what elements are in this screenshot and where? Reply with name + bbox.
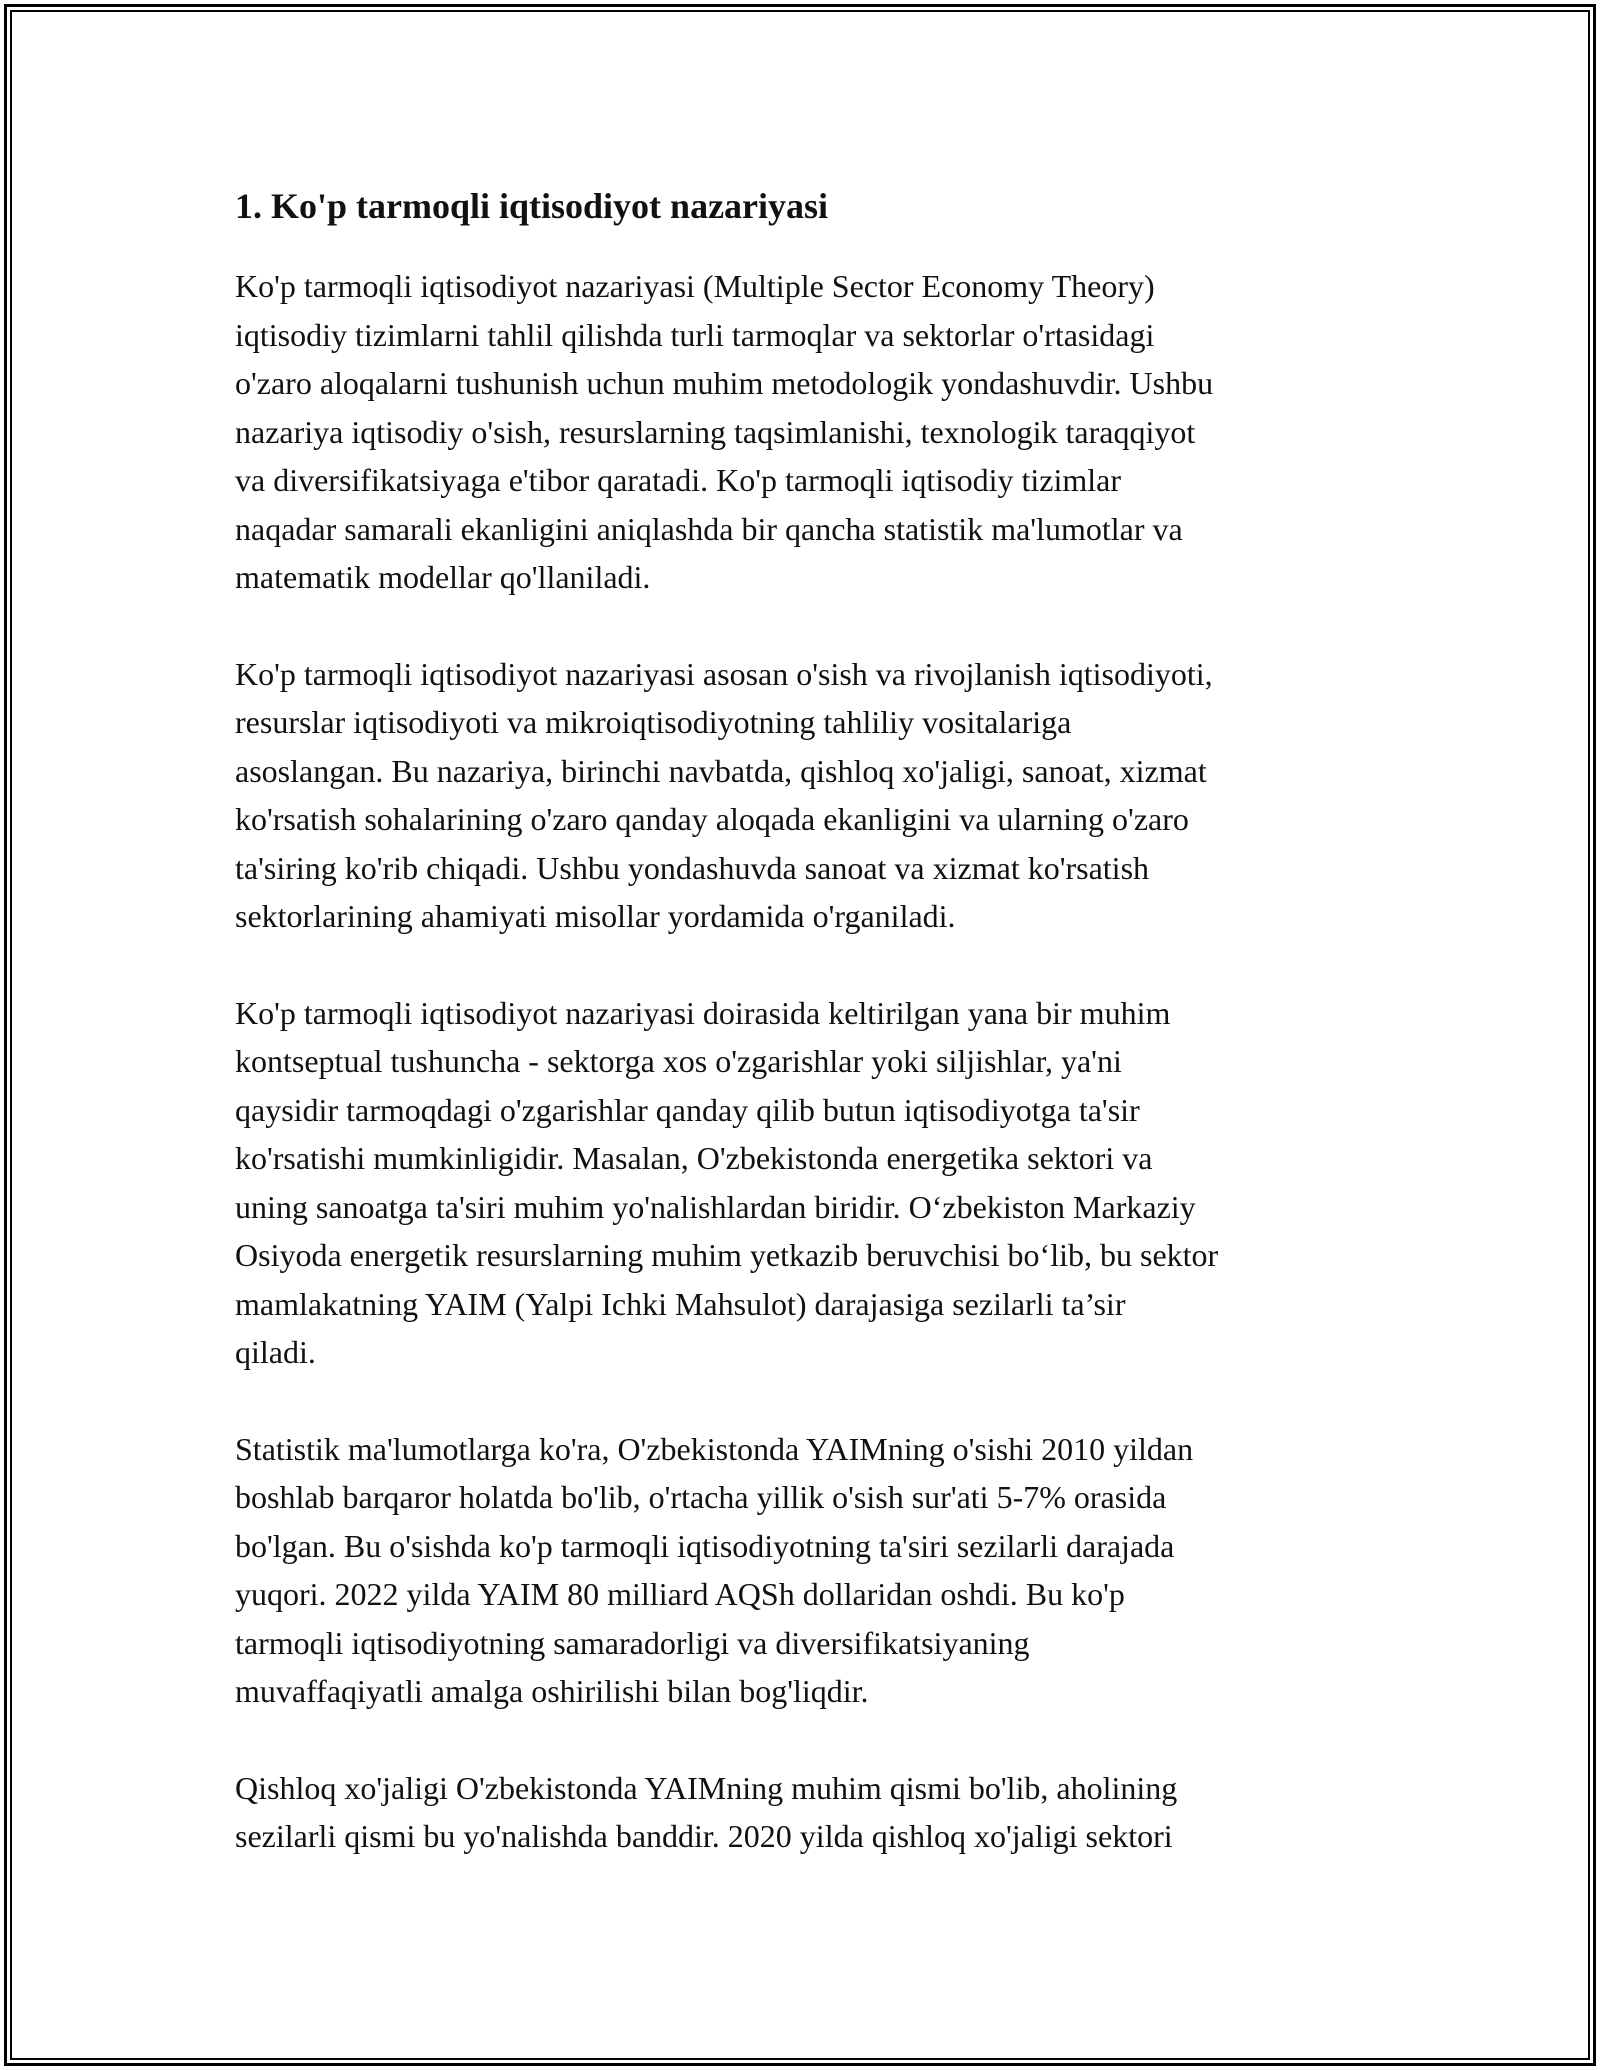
text-line: boshlab barqaror holatda bo'lib, o'rtacha yillik o'sish sur'ati 5-7% orasida: [235, 1479, 1167, 1516]
section-heading: 1. Ko'p tarmoqli iqtisodiyot nazariyasi: [235, 186, 829, 226]
text-line: Qishloq xo'jaligi O'zbekistonda YAIMning muhim qismi bo'lib, aholining: [235, 1769, 1178, 1806]
text-line: ta'siring ko'rib chiqadi. Ushbu yondashuvda sanoat va xizmat ko'rsatish: [235, 849, 1150, 886]
text-line: sektorlarining ahamiyati misollar yordamida o'rganiladi.: [235, 898, 956, 935]
text-line: kontseptual tushuncha - sektorga xos o'zgarishlar yoki siljishlar, ya'ni: [235, 1043, 1122, 1080]
text-line: va diversifikatsiyaga e'tibor qaratadi. Ko'p tarmoqli iqtisodiy tizimlar: [235, 462, 1121, 499]
text-line: mamlakatning YAIM (Yalpi Ichki Mahsulot) darajasiga sezilarli ta’sir: [235, 1285, 1126, 1322]
text-line: Ko'p tarmoqli iqtisodiyot nazariyasi doirasida keltirilgan yana bir muhim: [235, 994, 1171, 1031]
text-line: yuqori. 2022 yilda YAIM 80 milliard AQSh dollaridan oshdi. Bu ko'p: [235, 1576, 1125, 1613]
text-line: qaysidir tarmoqdagi o'zgarishlar qanday qilib butun iqtisodiyotga ta'sir: [235, 1091, 1140, 1128]
text-line: ko'rsatishi mumkinligidir. Masalan, O'zbekistonda energetika sektori va: [235, 1140, 1153, 1177]
paragraph-1: [235, 262, 1375, 602]
text-line: o'zaro aloqalarni tushunish uchun muhim metodologik yondashuvdir. Ushbu: [235, 365, 1214, 402]
text-line: Ko'p tarmoqli iqtisodiyot nazariyasi (Multiple Sector Economy Theory): [235, 268, 1155, 305]
text-line: asoslangan. Bu nazariya, birinchi navbatda, qishloq xo'jaligi, sanoat, xizmat: [235, 752, 1207, 789]
text-line: qiladi.: [235, 1334, 316, 1371]
text-line: uning sanoatga ta'siri muhim yo'nalishlardan biridir. O‘zbekiston Markaziy: [235, 1188, 1196, 1225]
text-line: nazariya iqtisodiy o'sish, resurslarning taqsimlanishi, texnologik taraqqiyot: [235, 413, 1196, 450]
text-line: muvaffaqiyatli amalga oshirilishi bilan bog'liqdir.: [235, 1673, 869, 1710]
paragraph-5: [235, 1764, 1375, 1861]
paragraph-2: [235, 650, 1375, 941]
text-line: Osiyoda energetik resurslarning muhim yetkazib beruvchisi bo‘lib, bu sektor: [235, 1237, 1219, 1274]
text-line: iqtisodiy tizimlarni tahlil qilishda turli tarmoqlar va sektorlar o'rtasidagi: [235, 316, 1155, 353]
text-line: ko'rsatish sohalarining o'zaro qanday aloqada ekanligini va ularning o'zaro: [235, 801, 1189, 838]
text-line: naqadar samarali ekanligini aniqlashda bir qancha statistik ma'lumotlar va: [235, 510, 1183, 547]
text-line: resurslar iqtisodiyoti va mikroiqtisodiyotning tahliliy vositalariga: [235, 704, 1072, 741]
text-line: Ko'p tarmoqli iqtisodiyot nazariyasi asosan o'sish va rivojlanish iqtisodiyoti,: [235, 655, 1213, 692]
text-line: bo'lgan. Bu o'sishda ko'p tarmoqli iqtisodiyotning ta'siri sezilarli darajada: [235, 1527, 1175, 1564]
text-line: Statistik ma'lumotlarga ko'ra, O'zbekistonda YAIMning o'sishi 2010 yildan: [235, 1430, 1194, 1467]
text-line: sezilarli qismi bu yo'nalishda banddir. 2020 yilda qishloq xo'jaligi sektori: [235, 1818, 1173, 1855]
text-line: matematik modellar qo'llaniladi.: [235, 559, 651, 596]
text-line: tarmoqli iqtisodiyotning samaradorligi va diversifikatsiyaning: [235, 1624, 1030, 1661]
paragraph-4: [235, 1425, 1375, 1716]
document-body: [235, 185, 1375, 1909]
paragraph-3: [235, 989, 1375, 1377]
